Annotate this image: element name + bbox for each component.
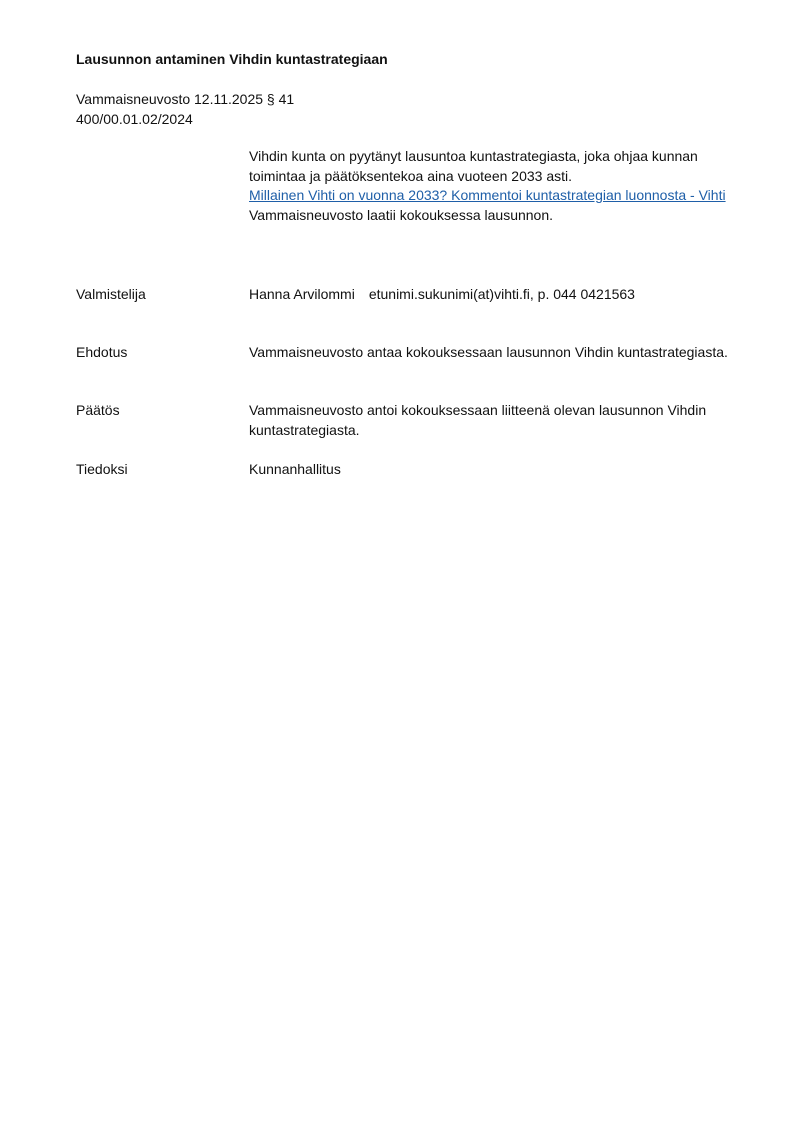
paatos-text: Vammaisneuvosto antoi kokouksessaan liitteenä olevan lausunnon Vihdin kuntastrategiasta. [249, 402, 707, 438]
strategy-draft-link[interactable]: Millainen Vihti on vuonna 2033? Kommentoi kuntastrategian luonnosta - Vihti [249, 187, 726, 203]
meeting-reference: Vammaisneuvosto 12.11.2025 § 41 [76, 91, 295, 107]
tiedoksi-label: Tiedoksi [76, 461, 128, 477]
record-number: 400/00.01.02/2024 [76, 110, 193, 127]
document-title: Lausunnon antaminen Vihdin kuntastrategiaan [76, 51, 388, 67]
intro-closing: Vammaisneuvosto laatii kokouksessa lausunnon. [249, 206, 554, 223]
tiedoksi-text: Kunnanhallitus [249, 461, 341, 477]
ehdotus-label: Ehdotus [76, 344, 128, 360]
intro-section [249, 147, 733, 225]
ehdotus-text: Vammaisneuvosto antaa kokouksessaan lausunnon Vihdin kuntastrategiasta. [249, 344, 728, 360]
paatos-label: Päätös [76, 402, 120, 418]
intro-paragraph: Vihdin kunta on pyytänyt lausuntoa kuntastrategiasta, joka ohjaa kunnan toimintaa ja päätöksentekoa aina vuoteen 2033 asti. [249, 148, 698, 184]
meeting-meta [76, 90, 294, 129]
valmistelija-value [249, 285, 733, 305]
preparer-name: Hanna Arvilommi [249, 286, 355, 302]
valmistelija-label: Valmistelija [76, 286, 146, 302]
preparer-contact: etunimi.sukunimi(at)vihti.fi, p. 044 0421563 [368, 286, 635, 302]
